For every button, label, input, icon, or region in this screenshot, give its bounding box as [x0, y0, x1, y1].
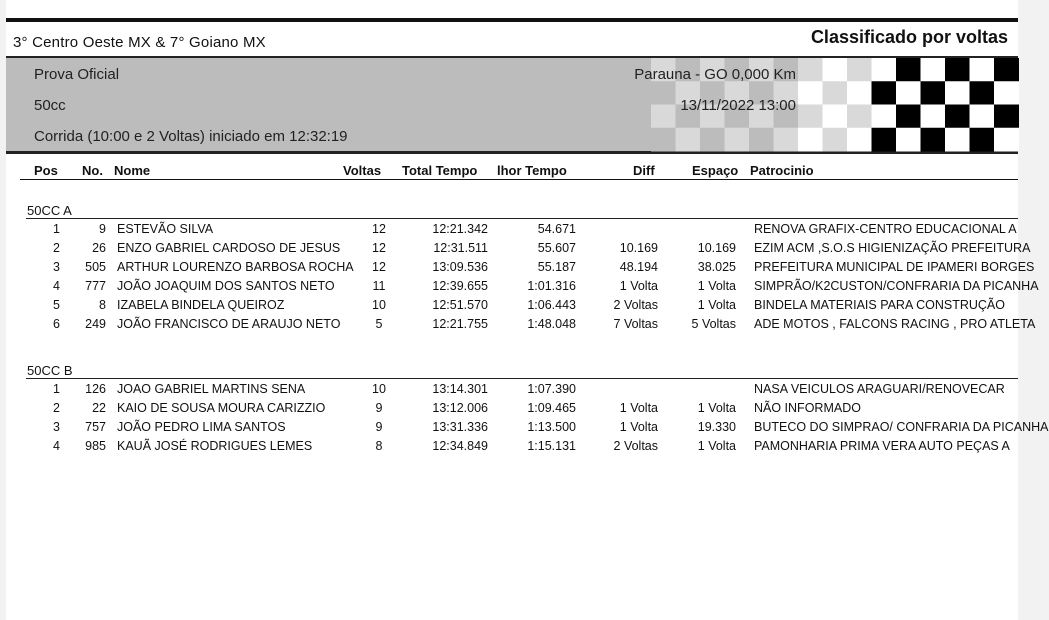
cell-diff: 1 Volta	[619, 279, 658, 293]
cell-no: 249	[85, 317, 106, 331]
cell-nome: KAUÃ JOSÉ RODRIGUES LEMES	[117, 439, 313, 453]
group-label: 50CC B	[27, 363, 73, 378]
cell-total: 12:51.570	[432, 298, 488, 312]
cell-diff: 7 Voltas	[613, 317, 658, 331]
cell-no: 757	[85, 420, 106, 434]
event-title: 3° Centro Oeste MX & 7° Goiano MX	[13, 34, 266, 51]
group-label: 50CC A	[27, 203, 72, 218]
cell-nome: KAIO DE SOUSA MOURA CARIZZIO	[117, 401, 326, 415]
cell-pos: 3	[53, 260, 60, 274]
group-rule	[26, 378, 1018, 379]
cell-no: 26	[92, 241, 106, 255]
race-type: Prova Oficial	[34, 66, 120, 83]
cell-pos: 4	[53, 439, 60, 453]
cell-melhor: 1:13.500	[527, 420, 576, 434]
race-location: Parauna - GO 0,000 Km	[634, 66, 796, 83]
cell-nome: IZABELA BINDELA QUEIROZ	[117, 298, 285, 312]
race-category: 50cc	[34, 97, 66, 114]
col-number: No.	[82, 163, 103, 178]
cell-no: 505	[85, 260, 106, 274]
cell-nome: ARTHUR LOURENZO BARBOSA ROCHA	[117, 260, 354, 274]
cell-no: 777	[85, 279, 106, 293]
cell-melhor: 1:48.048	[527, 317, 576, 331]
cell-voltas: 8	[375, 439, 383, 453]
cell-total: 13:31.336	[432, 420, 488, 434]
report-title: Classificado por voltas	[810, 27, 1008, 47]
cell-pos: 2	[53, 241, 60, 255]
col-name: Nome	[114, 163, 151, 178]
cell-pos: 4	[53, 279, 60, 293]
cell-patrocinio: ADE MOTOS , FALCONS RACING , PRO ATLETA	[754, 317, 1036, 331]
cell-espaco: 19.330	[697, 420, 736, 434]
cell-total: 13:14.301	[432, 382, 488, 396]
cell-total: 12:34.849	[432, 439, 488, 453]
col-best-time: lhor Tempo	[497, 163, 567, 178]
cell-patrocinio: RENOVA GRAFIX-CENTRO EDUCACIONAL A	[754, 222, 1017, 236]
cell-total: 12:31.511	[433, 241, 488, 255]
top-rule	[6, 18, 1018, 22]
cell-diff: 2 Voltas	[613, 298, 658, 312]
col-total-time: Total Tempo	[402, 163, 478, 178]
cell-total: 12:21.342	[432, 222, 488, 236]
cell-melhor: 1:07.390	[527, 382, 576, 396]
col-gap: Espaço	[692, 163, 739, 178]
cell-nome: ESTEVÃO SILVA	[117, 222, 214, 236]
group-rule	[26, 218, 1018, 219]
cell-melhor: 54.671	[537, 222, 576, 236]
cell-espaco: 1 Volta	[697, 439, 736, 453]
cell-no: 9	[99, 222, 106, 236]
cell-pos: 6	[53, 317, 60, 331]
cell-voltas: 10	[372, 382, 386, 396]
cell-pos: 1	[53, 222, 60, 236]
cell-voltas: 5	[375, 317, 383, 331]
cell-melhor: 1:09.465	[527, 401, 576, 415]
col-sponsor: Patrocinio	[750, 163, 814, 178]
cell-no: 126	[85, 382, 106, 396]
cell-voltas: 11	[372, 279, 386, 293]
cell-patrocinio: EZIM ACM ,S.O.S HIGIENIZAÇÃO PREFEITURA	[754, 241, 1031, 255]
col-pos: Pos	[34, 163, 58, 178]
header-rule	[20, 179, 1018, 180]
cell-patrocinio: NÃO INFORMADO	[754, 401, 861, 415]
cell-patrocinio: BINDELA MATERIAIS PARA CONSTRUÇÃO	[754, 298, 1005, 312]
cell-patrocinio: PAMONHARIA PRIMA VERA AUTO PEÇAS A	[754, 439, 1010, 453]
col-laps: Voltas	[343, 163, 382, 178]
cell-pos: 5	[53, 298, 60, 312]
cell-diff: 10.169	[619, 241, 658, 255]
cell-nome: JOÃO JOAQUIM DOS SANTOS NETO	[117, 279, 335, 293]
cell-pos: 3	[53, 420, 60, 434]
cell-voltas: 12	[372, 241, 386, 255]
cell-patrocinio: NASA VEICULOS ARAGUARI/RENOVECAR	[754, 382, 1005, 396]
cell-nome: JOAO GABRIEL MARTINS SENA	[117, 382, 306, 396]
cell-total: 13:12.006	[432, 401, 488, 415]
race-info-band	[6, 56, 1018, 154]
cell-melhor: 1:15.131	[527, 439, 576, 453]
cell-patrocinio: PREFEITURA MUNICIPAL DE IPAMERI BORGES	[754, 260, 1035, 274]
cell-voltas: 9	[375, 420, 383, 434]
cell-espaco: 38.025	[697, 260, 736, 274]
cell-total: 12:39.655	[432, 279, 488, 293]
cell-melhor: 55.607	[537, 241, 576, 255]
cell-espaco: 1 Volta	[697, 298, 736, 312]
cell-nome: JOÃO PEDRO LIMA SANTOS	[117, 420, 286, 434]
cell-no: 8	[99, 298, 106, 312]
cell-espaco: 5 Voltas	[691, 317, 736, 331]
cell-voltas: 10	[372, 298, 386, 312]
cell-no: 22	[92, 401, 106, 415]
cell-patrocinio: SIMPRÃO/K2CUSTON/CONFRARIA DA PICANHA	[754, 279, 1039, 293]
cell-voltas: 9	[375, 401, 383, 415]
race-date: 13/11/2022 13:00	[680, 97, 796, 114]
cell-melhor: 1:01.316	[527, 279, 576, 293]
col-diff: Diff	[633, 163, 655, 178]
cell-total: 13:09.536	[432, 260, 488, 274]
cell-espaco: 10.169	[697, 241, 736, 255]
cell-diff: 1 Volta	[619, 401, 658, 415]
cell-espaco: 1 Volta	[697, 279, 736, 293]
cell-diff: 2 Voltas	[613, 439, 658, 453]
cell-melhor: 1:06.443	[527, 298, 576, 312]
cell-espaco: 1 Volta	[697, 401, 736, 415]
cell-diff: 48.194	[619, 260, 658, 274]
cell-pos: 2	[53, 401, 60, 415]
cell-nome: ENZO GABRIEL CARDOSO DE JESUS	[117, 241, 341, 255]
results-sheet	[6, 0, 1049, 620]
cell-total: 12:21.755	[432, 317, 488, 331]
race-description: Corrida (10:00 e 2 Voltas) iniciado em 12:32:19	[34, 128, 348, 145]
cell-voltas: 12	[372, 222, 386, 236]
cell-no: 985	[85, 439, 106, 453]
cell-nome: JOÃO FRANCISCO DE ARAUJO NETO	[117, 317, 341, 331]
cell-voltas: 12	[372, 260, 386, 274]
cell-diff: 1 Volta	[619, 420, 658, 434]
cell-melhor: 55.187	[537, 260, 576, 274]
cell-pos: 1	[53, 382, 60, 396]
cell-patrocinio: BUTECO DO SIMPRAO/ CONFRARIA DA PICANHA	[754, 420, 1049, 434]
